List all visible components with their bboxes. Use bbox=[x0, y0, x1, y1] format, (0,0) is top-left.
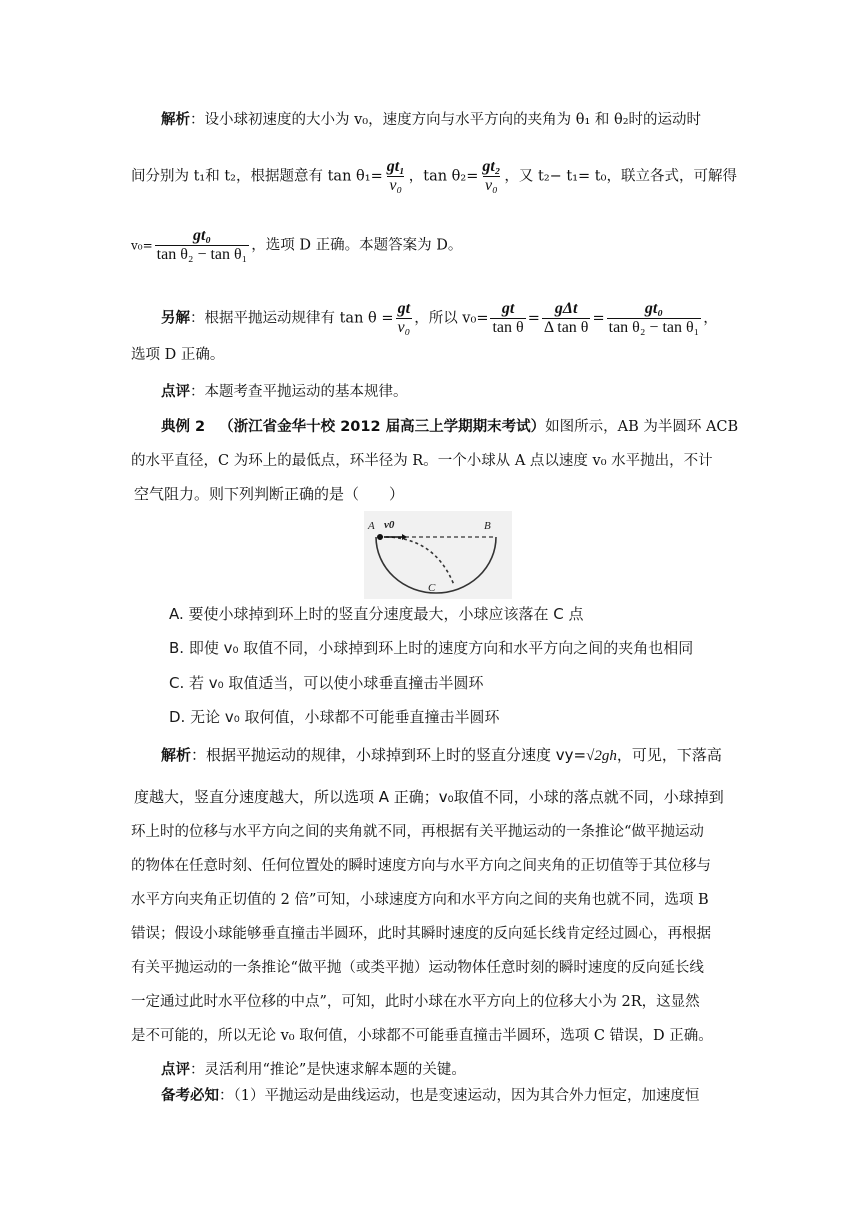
semicircle-figure bbox=[364, 511, 512, 599]
fraction bbox=[385, 158, 407, 195]
alt-solution-line-2: 选项 D 正确。 bbox=[131, 347, 225, 363]
alt-solution-label: 另解 bbox=[161, 310, 190, 327]
fraction bbox=[607, 300, 702, 337]
label-v0: v0 bbox=[384, 519, 395, 531]
example-line-1 bbox=[161, 417, 738, 437]
fraction bbox=[396, 300, 413, 337]
example-analysis-line-5: 水平方向夹角正切值的 2 倍”可知，小球速度方向和水平方向之间的夹角也就不同，选项 B bbox=[131, 892, 709, 908]
option-a: A. 要使小球掉到环上时的竖直分速度最大，小球应该落在 C 点 bbox=[169, 605, 584, 623]
analysis-label: 解析 bbox=[161, 112, 190, 128]
comment-2-text: ：灵活利用“推论”是快速求解本题的关键。 bbox=[190, 1062, 466, 1078]
analysis-text: ：设小球初速度的大小为 v₀，速度方向与水平方向的夹角为 θ₁ 和 θ₂时的运动时 bbox=[190, 112, 702, 128]
ball-icon bbox=[377, 534, 383, 540]
fraction bbox=[490, 300, 525, 337]
text-span: ， bbox=[703, 310, 718, 327]
example-analysis-line-3: 环上时的位移与水平方向之间的夹角就不同，再根据有关平抛运动的一条推论“做平抛运动 bbox=[131, 824, 704, 840]
text-span: ：根据平抛运动的规律，小球掉到环上时的竖直分速度 vy= bbox=[191, 746, 587, 764]
example-source: （浙江省金华十校 2012 届高三上学期期末考试） bbox=[219, 419, 546, 435]
fraction bbox=[155, 227, 250, 264]
fraction-denominator: v₀ bbox=[389, 177, 403, 194]
example-line-3: 空气阻力。则下列判断正确的是（ ） bbox=[134, 485, 405, 503]
prep-label: 备考必知 bbox=[161, 1088, 219, 1104]
example-analysis-line-1 bbox=[161, 745, 722, 766]
prep-text: ：（1）平抛运动是曲线运动，也是变速运动，因为其合外力恒定，加速度恒 bbox=[219, 1088, 700, 1104]
analysis-label-2: 解析 bbox=[161, 746, 192, 764]
comment-2-label: 点评 bbox=[161, 1062, 190, 1078]
text-span: ，又 t₂− t₁= t₀，联立各式，可解得 bbox=[504, 168, 737, 185]
text-span: 间分别为 t₁和 t₂，根据题意有 tan θ₁= bbox=[131, 168, 383, 185]
fraction-denominator: v₀ bbox=[485, 177, 498, 194]
fraction-numerator: gt bbox=[501, 300, 515, 317]
text-span: ，tan θ₂= bbox=[408, 168, 479, 185]
text-span: 如图所示，AB 为半圆环 ACB bbox=[545, 419, 739, 435]
fraction-numerator: gt₂ bbox=[482, 158, 501, 175]
example-analysis-line-7: 有关平抛运动的一条推论“做平抛（或类平抛）运动物体任意时刻的瞬时速度的反向延长线 bbox=[131, 960, 704, 976]
trajectory-path bbox=[380, 537, 454, 585]
fraction-denominator: tan θ₂ − tan θ₁ bbox=[608, 319, 700, 336]
comment-text: ：本题考查平抛运动的基本规律。 bbox=[190, 384, 408, 400]
semicircle-diagram bbox=[364, 511, 512, 599]
equals-sign: = bbox=[592, 310, 605, 327]
option-d: D. 无论 v₀ 取何值，小球都不可能垂直撞击半圆环 bbox=[169, 708, 500, 726]
example-analysis-line-4: 的物体在任意时刻、任何位置处的瞬时速度方向与水平方向之间夹角的正切值等于其位移与 bbox=[131, 858, 711, 874]
example-analysis-line-6: 错误；假设小球能够垂直撞击半圆环，此时其瞬时速度的反向延长线肯定经过圆心，再根据 bbox=[131, 926, 711, 942]
option-c: C. 若 v₀ 取值适当，可以使小球垂直撞击半圆环 bbox=[169, 674, 484, 692]
example-line-2: 的水平直径，C 为环上的最低点，环半径为 R。一个小球从 A 点以速度 v₀ 水平抛出，不计 bbox=[131, 453, 713, 469]
text-span: ，所以 v₀= bbox=[414, 310, 489, 327]
analysis-paragraph-line-1 bbox=[161, 110, 701, 130]
label-a: A bbox=[368, 520, 375, 532]
option-b: B. 即使 v₀ 取值不同，小球掉到环上时的速度方向和水平方向之间的夹角也相同 bbox=[169, 639, 694, 657]
alt-solution-line-1 bbox=[161, 300, 718, 337]
comment-line bbox=[161, 382, 408, 402]
fraction-numerator: gt₁ bbox=[386, 158, 405, 175]
sqrt-expression: √2gh bbox=[586, 748, 617, 764]
example-label: 典例 2 bbox=[161, 419, 206, 435]
example-analysis-line-9: 是不可能的，所以无论 v₀ 取何值，小球都不可能垂直撞击半圆环，选项 C 错误，D 正确。 bbox=[131, 1028, 713, 1044]
fraction bbox=[542, 300, 591, 337]
analysis-paragraph-line-3 bbox=[131, 227, 462, 264]
comment-label: 点评 bbox=[161, 384, 190, 400]
fraction-denominator: v₀ bbox=[397, 319, 411, 336]
label-b: B bbox=[484, 520, 491, 532]
text-span: ：根据平抛运动规律有 tan θ = bbox=[190, 310, 394, 327]
fraction-denominator: Δ tan θ bbox=[543, 319, 589, 336]
comment-2-line bbox=[161, 1060, 466, 1080]
text-span: ，可见，下落高 bbox=[616, 746, 722, 764]
label-c: C bbox=[428, 582, 436, 594]
fraction-numerator: gt₀ bbox=[192, 227, 211, 244]
semicircle-arc bbox=[376, 537, 496, 593]
example-analysis-line-8: 一定通过此时水平位移的中点”，可知，此时小球在水平方向上的位移大小为 2R，这显然 bbox=[131, 994, 700, 1010]
equals-sign: = bbox=[527, 310, 540, 327]
text-span: ，选项 D 正确。本题答案为 D。 bbox=[251, 237, 463, 254]
fraction-denominator: tan θ₂ − tan θ₁ bbox=[156, 246, 248, 263]
example-analysis-line-2: 度越大，竖直分速度越大，所以选项 A 正确；v₀取值不同，小球的落点就不同，小球掉到 bbox=[134, 788, 724, 806]
fraction bbox=[480, 158, 502, 195]
fraction-numerator: gt₀ bbox=[644, 300, 663, 317]
text-span: v₀= bbox=[131, 238, 153, 253]
analysis-paragraph-line-2 bbox=[131, 158, 737, 195]
fraction-denominator: tan θ bbox=[492, 319, 524, 336]
fraction-numerator: gΔt bbox=[554, 300, 578, 317]
fraction-numerator: gt bbox=[397, 300, 411, 317]
prep-line bbox=[161, 1086, 699, 1106]
